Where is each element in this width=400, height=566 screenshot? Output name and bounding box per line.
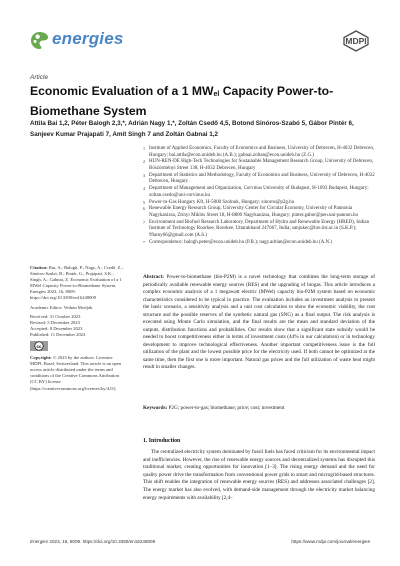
academic-editor: Academic Editor: Vedran Mrzljak bbox=[30, 304, 93, 310]
publisher-name: MDPI bbox=[345, 36, 367, 46]
affiliation-item: 7 Environment and Biofuel Research Laboratory, Department of Hydro and Renewable Energy (HRED), Indian Institute of Technology Roorkee, Roorkee, Uttarakhand 247667, India; sanjukec@hre.iitr.ac.in (S.K.P.); 99amy66@gmail.com (A.S.) bbox=[143, 219, 370, 238]
footer-citation[interactable]: Energies 2023, 16, 8009. https://doi.org/10.3390/en16248009 bbox=[30, 539, 156, 544]
abstract-text: Power-to-biomethane (bio-P2M) is a novel technology that combines the long-term storage of periodically available renewable energy sources (RES) and the upgrading of biogas. This article introduces a complex economic analysis of a 1 megawatt electric (MWel) capacity bio-P2M system based on economic characteristics considered to be typical in practice. The evaluation includes an investment analysis to present the basic scenario, a sensitivity analysis and a unit cost calculation to show the economic viability, the cost structure and the possible reserves of the synthetic natural gas (SNG) as a final output. The risk analysis is executed using Monte Carlo simulation, and the final results are the mean and standard deviation of the outputs, distribution functions and probabilities. Our results show that a significant state subsidy would be needed to boost competitiveness either in terms of investment costs (44% in our calculation) or in technology development to improve technological effectiveness. Another important competitiveness issue is the full utilization of the plant and the lowest possible price for the electricity used. If both cannot be optimized at the same time, then the first one is more important. Natural gas prices and the full utilization of waste heat might result in smaller changes. bbox=[143, 274, 375, 370]
abstract bbox=[143, 274, 375, 372]
affiliations bbox=[143, 146, 375, 247]
energies-logo-icon bbox=[30, 31, 49, 50]
citation-text[interactable]: Bai, A.; Balogh, P.; Nagy, A.; Csedő, Z.; Sinóros-Szabó, B.; Pintér, G.; Prajapati, S.K.; Singh, A.; Gabnai, Z. Economic Evaluation of a 1 MWel Capacity Power-to-Biomethane System. Energies 2023, 16, 8009. https://doi.org/10.3390/en16248009 bbox=[30, 265, 123, 301]
section-heading-introduction: 1. Introduction bbox=[143, 438, 181, 444]
article-title: Economic Evaluation of a 1 MWel Capacity Power-to-Biomethane System bbox=[30, 84, 334, 118]
received-date: Received: 31 October 2023 bbox=[30, 313, 81, 319]
abstract-label: Abstract: bbox=[143, 274, 165, 280]
accepted-date: Accepted: 8 December 2023 bbox=[30, 325, 83, 331]
svg-text:cc: cc bbox=[36, 343, 42, 349]
publication-dates bbox=[30, 314, 126, 338]
introduction-paragraph: The centralized electricity system dominated by fossil fuels has faced criticism for its environmental impact and inefficiencies. However, the rise of renewable energy sources and decentralized systems has disrupted this traditional market, creating opportunities for innovation [1–3]. The rising energy demand and the need for quality power drive the transformation from conventional power grids to smart and microgrid-based structures. This shift enables the integration of renewable energy sources (RES) and addresses associated challenges [2]. The energy market has also evolved, with demand-side management through the electricity market balancing energy requirements with availability [2,4– bbox=[143, 449, 375, 501]
article-type: Article bbox=[30, 74, 49, 81]
affiliation-item: 6 Renewable Energy Research Group, University Center for Circular Economy, University of Pannonia Nagykanizsa, Zrínyi Miklós Street 18, H-8800 Nagykanizsa, Hungary; pinter.gabor@pen.uni-pannon.hu bbox=[143, 206, 359, 218]
page-footer bbox=[30, 539, 370, 547]
journal-header bbox=[30, 28, 370, 54]
keywords-label: Keywords: bbox=[143, 405, 168, 411]
affiliation-item: 2 HUN-REN-DE High-Tech Technologies for Sustainable Management Research Group, University of Debrecen, Böszörményi Street 138, H-4032 Debrecen, Hungary bbox=[143, 159, 374, 171]
footer-journal-url[interactable]: https://www.mdpi.com/journal/energies bbox=[291, 539, 370, 544]
creative-commons-icon[interactable] bbox=[30, 341, 48, 351]
affiliation-item: 1 Institute of Applied Economics, Faculty of Economics and Business, University of Debrecen, H-4032 Debrecen, Hungary; bai.attila@econ.unideb.hu (A.B.); gabnai.zoltan@econ.unideb.hu (Z.G.) bbox=[143, 146, 375, 158]
affiliation-item: 4 Department of Management and Organization, Corvinus University of Budapest, H-1093 Budapest, Hungary; zoltan.csedo@uni-corvinus.hu bbox=[143, 186, 369, 198]
journal-name: energies bbox=[52, 29, 124, 48]
affiliation-item: 3 Department of Statistics and Methodology, Faculty of Economics and Business, University of Debrecen, H-4032 Debrecen, Hungary bbox=[143, 172, 375, 185]
citation-block: Citation: Bai, A.; Balogh, P.; Nagy, A.; Csedő, Z.; Sinóros-Szabó, B.; Pintér, G.; Prajapati, S.K.; Singh, A.; Gabnai, Z. Economic Evaluation of a 1 MWel Capacity Power-to-Biomethane System. Energies 2023, 16, 8009. https://doi.org/10.3390/en16248009 bbox=[30, 265, 123, 301]
author-list: Attila Bai 1,2, Péter Balogh 2,3,*, Adrián Nagy 1,*, Zoltán Csedő 4,5, Botond Sinóros-Szabó 5, Gábor Pintér 6, Sanjeev Kumar Prajapati 7, Amit Singh 7 and Zoltán Gabnai 1,2 bbox=[30, 120, 354, 138]
affiliation-item: 5 Power-to-Gas Hungary Kft, H-5000 Szolnok, Hungary; sinoros@p2g.hu bbox=[143, 199, 295, 205]
published-date: Published: 11 December 2023 bbox=[30, 331, 86, 337]
copyright-notice: Copyright: © 2023 by the authors. Licensee MDPI, Basel, Switzerland. This article is an open access article distributed under the terms and conditions of the Creative Commons Attribution (CC BY) license (https://creativecommons.org/licenses/by/4.0/). bbox=[30, 355, 122, 391]
revised-date: Revised: 5 December 2023 bbox=[30, 319, 80, 325]
article-sidebar bbox=[30, 265, 126, 395]
keywords-text: P2G; power-to-gas; biomethane; price; cost; investment bbox=[168, 405, 285, 411]
mdpi-logo-icon bbox=[342, 30, 370, 52]
keywords bbox=[143, 405, 375, 413]
correspondence: * Correspondence: balogh.peter@econ.unideb.hu (P.B.); nagy.adrian@econ.unideb.hu (A.N.) bbox=[143, 239, 333, 245]
